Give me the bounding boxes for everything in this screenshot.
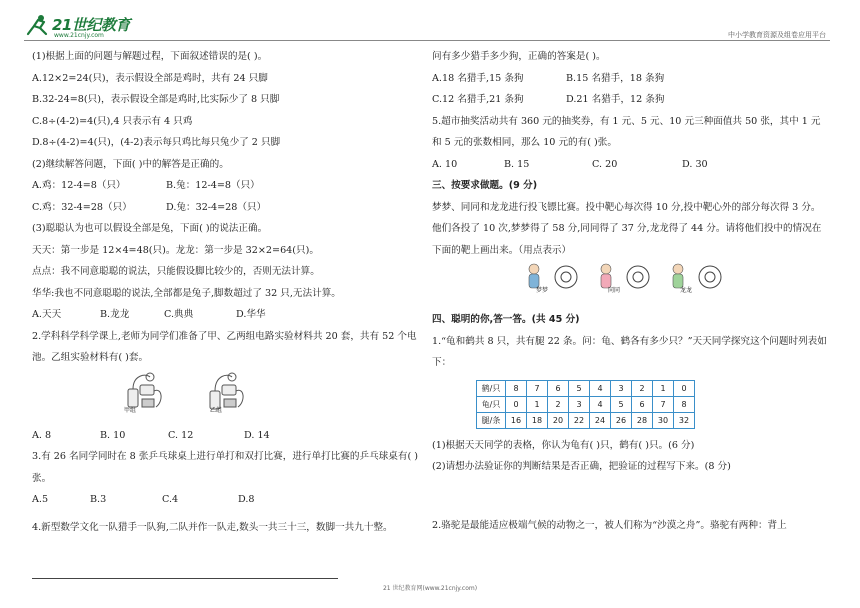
logo-url: www.21cnjy.com (54, 32, 104, 39)
site-logo (24, 12, 144, 38)
table-cell: 22 (569, 412, 590, 428)
option-a: A.天天 (32, 309, 62, 320)
option-a: A. 8 (32, 429, 52, 441)
table-cell: 4 (590, 380, 611, 396)
table-cell: 16 (506, 412, 527, 428)
table-cell: 3 (569, 396, 590, 412)
table-row (477, 396, 695, 412)
section-4-question-1: 1.“龟和鹤共 8 只，共有腿 22 条。问：龟、鹤各有多少只？”天天同学探究这个问题时列表如下： (432, 335, 827, 368)
option-d: D.21 名猎手，12 条狗 (566, 94, 665, 105)
options-row (432, 68, 828, 90)
section-4-question-1-2: (2)请想办法验证你的判断结果是否正确，把验证的过程写下来。(8 分) (432, 461, 731, 472)
options-row (32, 304, 418, 326)
option-b: B. 15 (504, 158, 530, 170)
right-column (432, 46, 828, 536)
table-cell: 5 (569, 380, 590, 396)
dartboard-illustration (432, 261, 828, 309)
table-cell: 4 (590, 396, 611, 412)
header-divider (24, 40, 830, 41)
question-4: 4.新型数学文化一队猎手一队狗,二队并作一队走,数头一共三十三，数脚一共九十整。 (32, 521, 393, 533)
section-4-title: 四、聪明的你,答一答。(共 45 分) (432, 314, 580, 325)
section-4-question-2: 2.骆驼是最能适应极端气候的动物之一，被人们称为“沙漠之舟”。骆驼有两种：背上 (432, 519, 787, 531)
table-cell: 8 (674, 396, 695, 412)
footer-text: 21 世纪教育网(www.21cnjy.com) (382, 585, 478, 592)
option-c: C.典典 (164, 309, 194, 320)
statement-tiantian: 天天：第一步是 12×4=48(只)。龙龙：第一步是 32×2=64(只)。 (32, 244, 319, 256)
table-cell: 3 (611, 380, 632, 396)
table-cell: 6 (632, 396, 653, 412)
options-row (32, 425, 418, 447)
option-c: C.4 (162, 494, 179, 505)
option-d: D. 14 (244, 429, 270, 441)
label-group-a: 甲组 (124, 406, 137, 414)
table-cell: 0 (674, 380, 695, 396)
table-cell: 2 (632, 380, 653, 396)
option-a: A.12×2=24(只)，表示假设全部是鸡时，共有 24 只脚 (32, 72, 268, 84)
question-2: 2.学科科学科学课上,老师为同学们准备了甲、乙两组电路实验材料共 20 套，共有 52 个电池。乙组实验材料有( )套。 (32, 330, 417, 363)
table-cell: 24 (590, 412, 611, 428)
question-5: 5.超市抽奖活动共有 360 元的抽奖券，有 1 元、5 元、10 元三种面值共 50 张，其中 1 元和 5 元的张数相同，那么 10 元的有( )张。 (432, 115, 821, 148)
option-c: C.鸡：32-4=28（只） (32, 201, 132, 213)
table-cell: 32 (674, 412, 695, 428)
question-1-2: (2)继续解答问题，下面( )中的解答是正确的。 (32, 158, 229, 170)
circuit-kit-icon (120, 369, 270, 425)
option-a: A.18 名猎手,15 条狗 (432, 72, 524, 84)
statement-huahua: 华华:我也不同意聪聪的说法,全部都是兔子,脚数超过了 32 只,无法计算。 (32, 287, 341, 299)
circuit-illustration (32, 369, 418, 425)
option-d: D.8 (238, 494, 255, 505)
section-4-question-1-1: (1)根据天天同学的表格，你认为龟有( )只，鹤有( )只。(6 分) (432, 439, 695, 451)
kid-label: 同同 (608, 287, 621, 294)
table-cell: 28 (632, 412, 653, 428)
options-row (32, 489, 418, 511)
logo-text: 21世纪教育 (52, 16, 130, 34)
option-b: B.15 名猎手，18 条狗 (566, 72, 665, 84)
option-b: B.32-24=8(只)，表示假设全部是鸡时,比实际少了 8 只脚 (32, 94, 280, 105)
table-header: 鹤/只 (477, 380, 506, 396)
table-header: 腿/条 (477, 412, 506, 428)
table-cell: 20 (548, 412, 569, 428)
option-d: D. 30 (682, 158, 708, 170)
option-d: D.8÷(4-2)=4(只)，(4-2)表示每只鸡比每只兔少了 2 只脚 (32, 137, 281, 148)
label-group-b: 乙组 (210, 406, 223, 414)
table-cell: 7 (527, 380, 548, 396)
table-cell: 5 (611, 396, 632, 412)
table-cell: 30 (653, 412, 674, 428)
option-a: A.鸡：12-4=8（只） (32, 180, 126, 191)
option-d: D.华华 (236, 309, 266, 320)
table-cell: 8 (506, 380, 527, 396)
runner-logo-icon (24, 14, 50, 36)
question-4-continued: 问有多少猎手多少狗，正确的答案是( )。 (432, 51, 606, 62)
option-c: C. 12 (168, 429, 194, 441)
options-row (32, 197, 418, 219)
section-3-title: 三、按要求做题。(9 分) (432, 180, 538, 191)
table-cell: 18 (527, 412, 548, 428)
options-row (432, 89, 828, 111)
section-3-text: 梦梦、同同和龙龙进行投飞镖比赛。投中靶心每次得 10 分,投中靶心外的部分每次得 3 分。他们各投了 10 次,梦梦得了 58 分,同同得了 37 分,龙龙得了 44 分。请将他们投中的情况在下面的靶上画出来。（用点表示） (432, 201, 822, 256)
table-cell: 26 (611, 412, 632, 428)
option-b: B.龙龙 (100, 309, 130, 320)
options-row (432, 154, 828, 176)
option-b: B.兔：12-4=8（只） (166, 180, 260, 191)
options-row (32, 175, 418, 197)
table-cell: 0 (506, 396, 527, 412)
option-d: D.兔：32-4=28（只） (166, 201, 267, 213)
option-a: A.5 (32, 494, 49, 505)
table-cell: 2 (548, 396, 569, 412)
option-b: B. 10 (100, 429, 126, 441)
table-cell: 6 (548, 380, 569, 396)
kid-label: 龙龙 (680, 287, 693, 294)
kid-label: 梦梦 (536, 287, 549, 294)
header-platform-text: 中小学教育资源及组卷应用平台 (728, 31, 826, 39)
option-a: A. 10 (432, 158, 458, 170)
table-row (477, 380, 695, 396)
left-column (32, 46, 418, 538)
statement-diandian: 点点：我不同意聪聪的说法，只能假设脚比较少的，否则无法计算。 (32, 266, 320, 277)
crane-turtle-table (476, 380, 695, 429)
option-c: C.8÷(4-2)=4(只),4 只表示有 4 只鸡 (32, 115, 193, 127)
question-3: 3.有 26 名同学同时在 8 张乒乓球桌上进行单打和双打比赛，进行单打比赛的乒乓球桌有( )张。 (32, 451, 418, 484)
question-1-1: (1)根据上面的问题与解题过程，下面叙述错误的是( )。 (32, 51, 268, 62)
table-cell: 1 (527, 396, 548, 412)
option-c: C. 20 (592, 158, 618, 170)
dartboards-icon (520, 261, 820, 309)
option-b: B.3 (90, 494, 107, 505)
option-c: C.12 名猎手,21 条狗 (432, 94, 524, 105)
footer-divider (32, 578, 338, 579)
table-cell: 7 (653, 396, 674, 412)
question-1-3: (3)聪聪认为也可以假设全部是兔，下面( )的说法正确。 (32, 223, 268, 234)
table-header: 龟/只 (477, 396, 506, 412)
table-cell: 1 (653, 380, 674, 396)
table-row (477, 412, 695, 428)
